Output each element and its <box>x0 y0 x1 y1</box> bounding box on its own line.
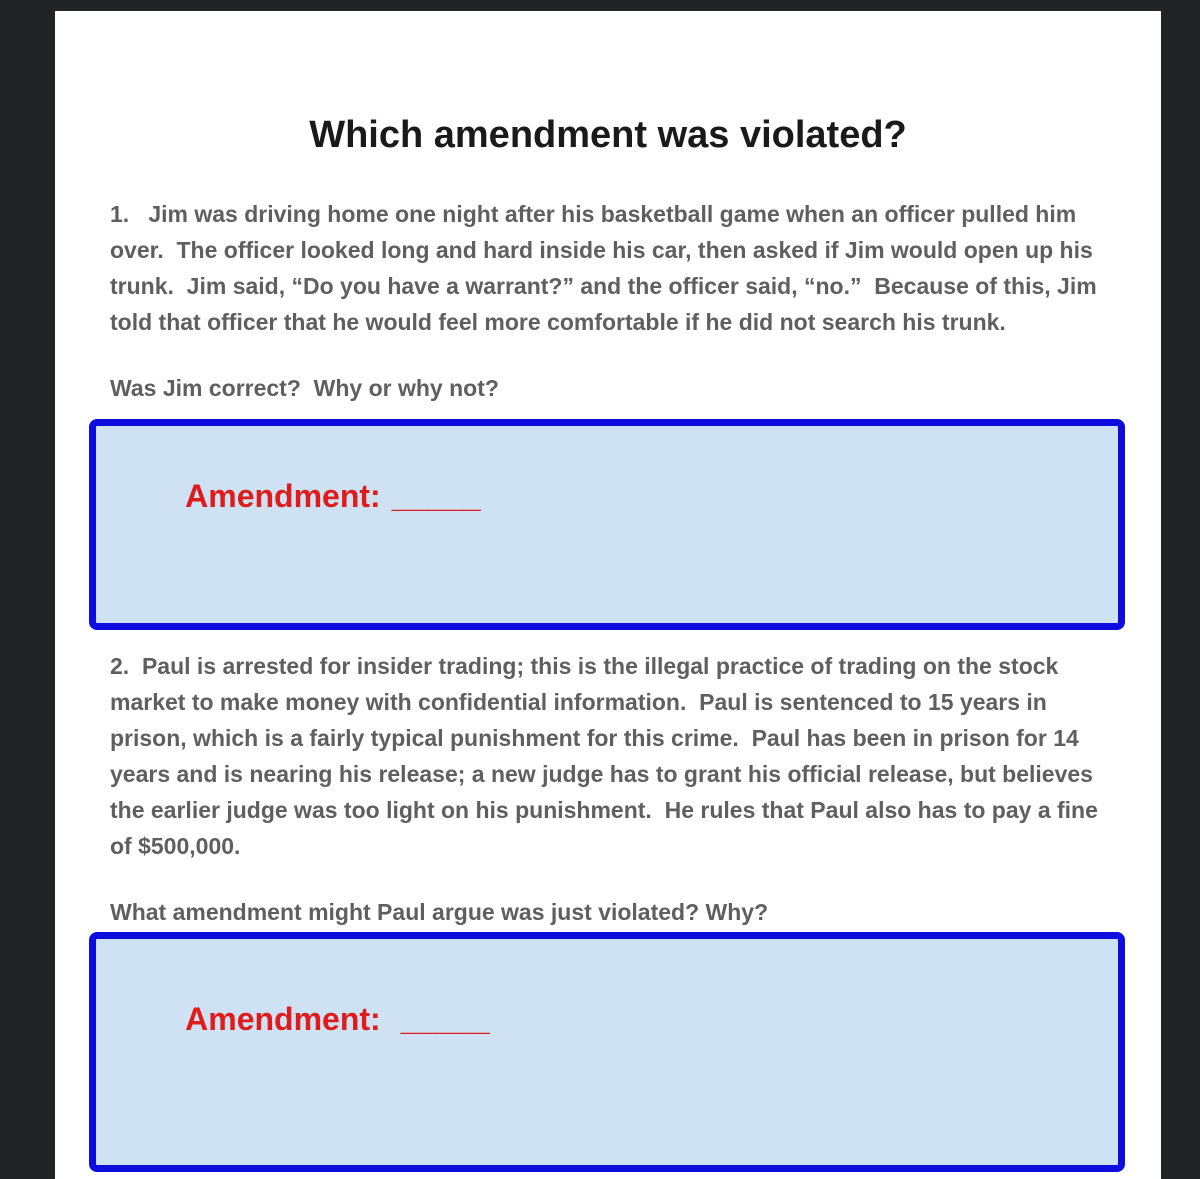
question-2-scenario: 2. Paul is arrested for insider trading; this is the illegal practice of trading on the stock market to make money with confidential information. Paul is sentenced to 15 years in prison, which is a fairly typical punishment for this crime. Paul has been in prison for 14 years and is nearing his release; a new judge has to grant his official release, but believes the earlier judge was too light on his punishment. He rules that Paul also has to pay a fine of $500,000. <box>110 653 1105 859</box>
worksheet-page <box>55 11 1161 1179</box>
question-1-scenario: 1. Jim was driving home one night after his basketball game when an officer pulled him over. The officer looked long and hard inside his car, then asked if Jim would open up his trunk. Jim said, “Do you have a warrant?” and the officer said, “no.” Because of this, Jim told that officer that he would feel more comfortable if he did not search his trunk. <box>110 201 1104 335</box>
question-2-prompt: What amendment might Paul argue was just violated? Why? <box>110 899 769 925</box>
question-2-amendment-label: Amendment: <box>185 1001 381 1037</box>
question-2-answer-label <box>96 939 1118 1079</box>
question-1-amendment-label: Amendment: <box>185 478 381 514</box>
question-1-answer-box[interactable] <box>89 419 1125 630</box>
worksheet-title: Which amendment was violated? <box>309 114 907 156</box>
question-2-answer-blank[interactable]: _____ <box>400 1001 490 1037</box>
question-2-answer-box[interactable] <box>89 932 1125 1172</box>
question-1-answer-label <box>96 426 1118 556</box>
question-1-answer-blank[interactable]: _____ <box>391 478 481 514</box>
question-1-prompt: Was Jim correct? Why or why not? <box>110 375 499 401</box>
